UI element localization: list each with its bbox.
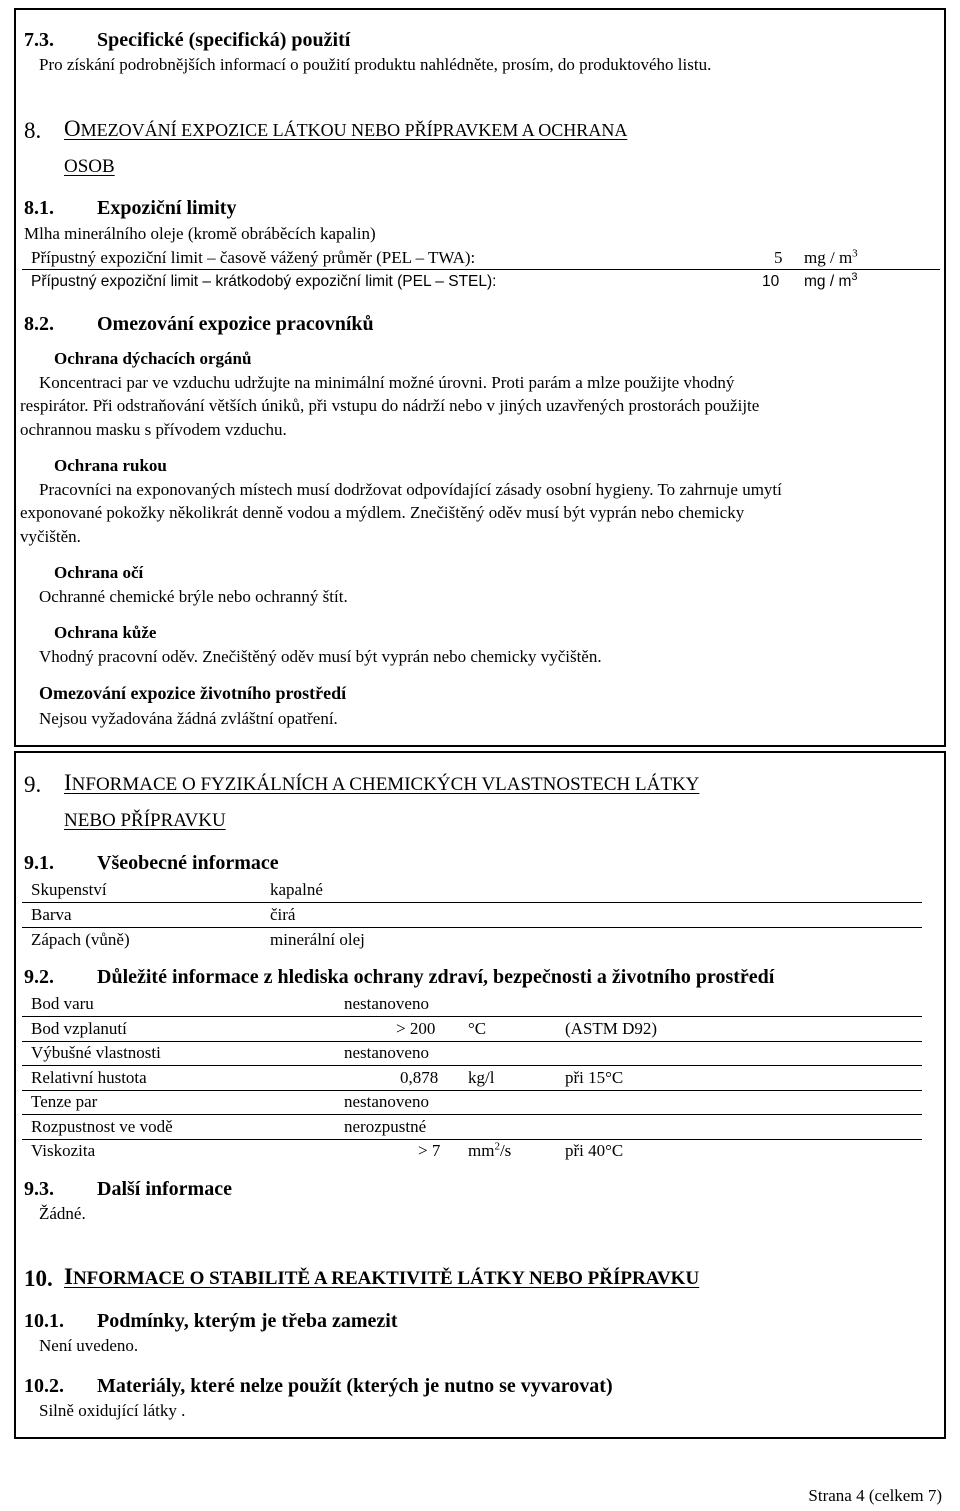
section-8-number: 8. [24,118,42,143]
property-note: při 40°C [565,1141,624,1160]
property-unit: °C [468,1019,487,1038]
hand-protection-line: Pracovníci na exponovaných místech musí dodržovat odpovídající zásady osobní hygieny. To zahrnuje umytí [39,480,782,499]
property-note: (ASTM D92) [565,1019,658,1038]
environmental-exposure-title: Omezování expozice životního prostředí [39,683,347,703]
table-divider [22,269,940,270]
section-10-1-number: 10.1. [24,1310,64,1332]
property-label: Barva [31,905,72,924]
section-10-2-number: 10.2. [24,1375,64,1397]
skin-protection-title: Ochrana kůže [54,623,157,642]
section-10-2-title: Materiály, které nelze použít (kterých je nutno se vyvarovat) [97,1375,613,1397]
section-7-3-title: Specifické (specifická) použití [97,29,351,51]
section-8-1-number: 8.1. [24,197,54,219]
section-7-3-number: 7.3. [24,29,54,51]
exposure-limit-unit-exp: 3 [851,270,858,283]
section-10-number: 10. [24,1266,53,1291]
section-9-title-initial: I [64,770,72,795]
property-label: Výbušné vlastnosti [31,1043,161,1062]
section-9-title-line2: NEBO PŘÍPRAVKU [64,810,226,831]
section-10-2-text: Silně oxidující látky . [39,1401,186,1420]
eye-protection-title: Ochrana očí [54,563,144,582]
exposure-limit-unit [804,270,858,291]
property-label: Zápach (vůně) [31,930,130,949]
page-number: Strana 4 (celkem 7) [808,1486,942,1505]
property-label: Relativní hustota [31,1068,147,1087]
exposure-limit-value: 5 [774,248,783,267]
section-8-title-line2: OSOB [64,156,115,177]
property-label: Bod vzplanutí [31,1019,127,1038]
section-8-2-number: 8.2. [24,313,54,335]
property-value: nestanoveno [344,994,429,1013]
property-value: nestanoveno [344,1092,429,1111]
property-value: nestanoveno [344,1043,429,1062]
section-10-title-initial: I [64,1264,73,1289]
property-label: Skupenství [31,880,107,899]
property-unit [468,1141,511,1161]
section-10-title-rest: NFORMACE O STABILITĚ A REAKTIVITĚ LÁTKY NEBO PŘÍPRAVKU [72,1268,700,1289]
property-value: > 200 [396,1019,436,1038]
property-label: Tenze par [31,1092,98,1111]
property-unit-text: mm [468,1141,495,1160]
property-value: 0,878 [400,1068,439,1087]
section-9-number: 9. [24,772,42,797]
section-10-title [64,1264,699,1290]
hand-protection-line: vyčištěn. [20,527,81,546]
table-divider [22,1016,922,1017]
section-7-3-text: Pro získání podrobnějších informací o použití produktu nahlédněte, prosím, do produktového listu. [39,55,712,74]
section-9-2-number: 9.2. [24,966,54,988]
table-divider [22,902,922,903]
table-divider [22,1065,922,1066]
exposure-limit-unit-exp: 3 [852,247,858,260]
exposure-limit-unit-text: mg / m [804,273,852,290]
property-label: Bod varu [31,994,94,1013]
property-unit: kg/l [468,1068,495,1087]
section-9-1-title: Všeobecné informace [97,852,279,874]
property-value: > 7 [418,1141,441,1160]
section-9-2-title: Důležité informace z hlediska ochrany zdraví, bezpečnosti a životního prostředí [97,966,775,988]
section-9-title-rest: NFORMACE O FYZIKÁLNÍCH A CHEMICKÝCH VLASTNOSTECH LÁTKY [71,774,700,795]
property-value: čirá [270,905,296,924]
respiratory-protection-line: respirátor. Při odstraňování větších úniků, při vstupu do nádrží nebo v jiných uzavřených prostorách použijte [20,396,760,415]
property-unit-tail: /s [499,1141,512,1160]
exposure-limit-unit-text: mg / m [804,248,853,267]
section-8-1-title: Expoziční limity [97,197,237,219]
section-8-title-initial: O [64,116,81,141]
section-8-1-intro: Mlha minerálního oleje (kromě obráběcích kapalin) [24,224,376,243]
table-divider [22,1041,922,1042]
section-9-3-title: Další informace [97,1178,232,1200]
section-9-3-number: 9.3. [24,1178,54,1200]
section-9-title [64,770,699,796]
section-9-1-number: 9.1. [24,852,54,874]
exposure-limit-label: Přípustný expoziční limit – krátkodobý expoziční limit (PEL – STEL): [31,273,497,290]
skin-protection-text: Vhodný pracovní oděv. Znečištěný oděv musí být vyprán nebo chemicky vyčištěn. [39,647,602,666]
section-9-3-text: Žádné. [39,1204,86,1223]
property-label: Rozpustnost ve vodě [31,1117,173,1136]
table-divider [22,1114,922,1115]
respiratory-protection-line: Koncentraci par ve vzduchu udržujte na minimální možné úrovni. Proti parám a mlze použijte vhodný [39,373,735,392]
table-divider [22,927,922,928]
exposure-limit-label: Přípustný expoziční limit – časově vážený průměr (PEL – TWA): [31,248,476,267]
exposure-limit-unit [804,248,858,268]
table-divider [22,1139,922,1140]
eye-protection-text: Ochranné chemické brýle nebo ochranný štít. [39,587,348,606]
hand-protection-line: exponované pokožky několikrát denně vodou a mýdlem. Znečištěný oděv musí být vyprán nebo chemicky [20,503,745,522]
property-label: Viskozita [31,1141,96,1160]
hand-protection-title: Ochrana rukou [54,456,167,475]
exposure-limit-value: 10 [762,273,780,290]
property-value: minerální olej [270,930,365,949]
respiratory-protection-line: ochrannou masku s přívodem vzduchu. [20,420,287,439]
section-8-title-rest: MEZOVÁNÍ EXPOZICE LÁTKOU NEBO PŘÍPRAVKEM A OCHRANA [80,120,628,140]
section-8-title [64,116,627,142]
environmental-exposure-text: Nejsou vyžadována žádná zvláštní opatření. [39,709,338,728]
property-note: při 15°C [565,1068,624,1087]
section-10-1-text: Není uvedeno. [39,1336,139,1355]
property-value: nerozpustné [344,1117,427,1136]
section-8-2-title: Omezování expozice pracovníků [97,313,374,335]
property-unit-exp: 2 [494,1140,500,1153]
table-divider [22,1090,922,1091]
section-10-1-title: Podmínky, kterým je třeba zamezit [97,1310,398,1332]
respiratory-protection-title: Ochrana dýchacích orgánů [54,349,252,368]
property-value: kapalné [270,880,323,899]
